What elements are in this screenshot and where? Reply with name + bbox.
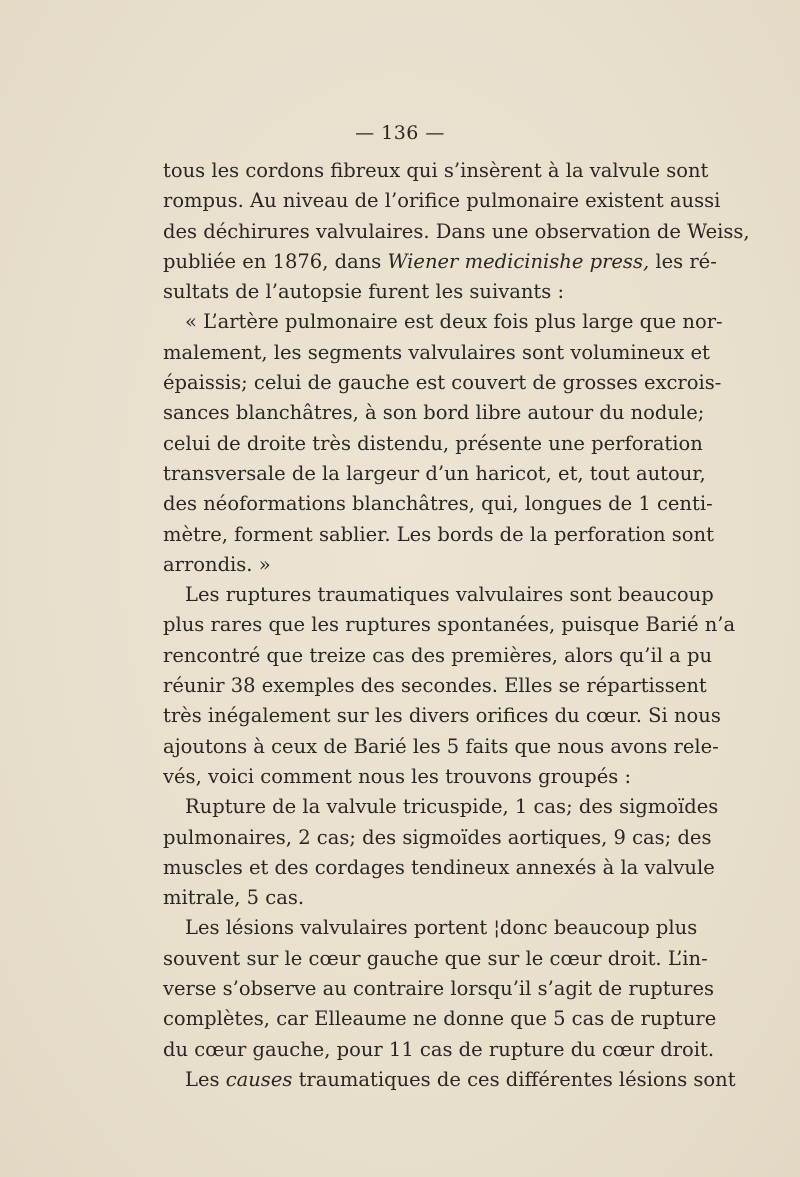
text-segment: tous les cordons fibreux qui s’insèrent à la valvule sont — [163, 159, 709, 182]
text-line — [163, 792, 719, 822]
text-line — [163, 338, 710, 368]
text-segment: traumatiques de ces différentes lésions sont — [292, 1067, 736, 1091]
text-segment: Rupture de la valvule tricuspide, 1 cas; des sigmoïdes — [185, 795, 719, 819]
text-line — [163, 398, 705, 428]
text-segment: verse s’observe au contraire lorsqu’il s’agit de ruptures — [163, 977, 715, 1001]
text-line — [163, 186, 721, 216]
text-segment: Les ruptures traumatiques valvulaires sont beaucoup — [185, 583, 714, 607]
text-line — [163, 701, 721, 731]
text-line — [163, 459, 706, 489]
text-segment: les ré- — [649, 249, 717, 273]
text-segment: ajoutons à ceux de Barié les 5 faits que nous avons rele- — [163, 734, 719, 758]
text-segment: épaissis; celui de gauche est couvert de grosses excrois- — [163, 371, 722, 395]
text-segment: arrondis. » — [163, 552, 271, 576]
text-segment: du cœur gauche, pour 11 cas de rupture du cœur droit. — [163, 1037, 715, 1061]
text-segment: « L’artère pulmonaire est deux fois plus large que nor- — [185, 310, 723, 334]
text-segment: très inégalement sur les divers orifices du cœur. Si nous — [163, 704, 721, 728]
text-line — [163, 1004, 717, 1034]
text-segment: mètre, forment sablier. Les bords de la perforation sont — [163, 522, 714, 546]
text-line — [163, 732, 719, 762]
italic-text: Wiener medicinishe press, — [387, 249, 650, 273]
text-segment: complètes, car Elleaume ne donne que 5 cas de rupture — [163, 1007, 717, 1031]
text-line — [163, 368, 722, 398]
text-line — [163, 823, 712, 853]
text-line — [163, 974, 715, 1004]
text-segment: mitrale, 5 cas. — [163, 886, 305, 910]
text-segment: rompus. Au niveau de l’orifice pulmonaire existent aussi — [163, 189, 721, 213]
text-line — [163, 913, 698, 943]
text-segment: des néoformations blanchâtres, qui, longues de 1 centi- — [163, 492, 713, 516]
text-line — [163, 762, 644, 792]
text-segment: plus rares que les ruptures spontanées, puisque Barié n’a — [163, 613, 736, 637]
text-line — [163, 217, 750, 247]
body-text — [163, 156, 750, 1095]
text-segment: celui de droite très distendu, présente une perforation — [163, 431, 703, 455]
text-line — [163, 489, 713, 519]
text-line — [163, 520, 714, 550]
text-segment: Les lésions valvulaires portent ¦donc beaucoup plus — [185, 916, 698, 940]
text-segment: des déchirures valvulaires. Dans une observation de Weiss, — [163, 219, 750, 243]
text-segment: Les — [185, 1067, 226, 1091]
text-line — [163, 883, 644, 913]
text-segment: sances blanchâtres, à son bord libre autour du nodule; — [163, 401, 705, 425]
text-segment: muscles et des cordages tendineux annexés à la valvule — [163, 855, 715, 879]
text-line — [163, 307, 723, 337]
text-segment: malement, les segments valvulaires sont volumineux et — [163, 340, 710, 364]
text-segment: pulmonaires, 2 cas; des sigmoïdes aortiques, 9 cas; des — [163, 825, 712, 849]
text-line — [163, 550, 644, 580]
text-line — [163, 610, 736, 640]
text-line — [163, 580, 714, 610]
text-line — [163, 277, 644, 307]
italic-text: causes — [225, 1067, 293, 1091]
text-segment: vés, voici comment nous les trouvons groupés : — [163, 764, 632, 788]
text-segment: publiée en 1876, dans — [163, 249, 388, 273]
text-line — [163, 1065, 736, 1095]
text-segment: réunir 38 exemples des secondes. Elles se répartissent — [163, 674, 707, 698]
page-number: — 136 — — [355, 122, 445, 144]
text-line — [163, 671, 707, 701]
text-segment: souvent sur le cœur gauche que sur le cœur droit. L’in- — [163, 946, 708, 970]
text-line — [163, 641, 713, 671]
text-segment: rencontré que treize cas des premières, alors qu’il a pu — [163, 643, 713, 667]
text-line — [163, 944, 708, 974]
text-line — [163, 1035, 715, 1065]
text-segment: sultats de l’autopsie furent les suivants : — [163, 280, 565, 304]
text-line — [163, 156, 709, 186]
text-line — [163, 429, 703, 459]
text-line — [163, 247, 717, 277]
text-segment: transversale de la largeur d’un haricot, et, tout autour, — [163, 461, 706, 485]
text-line — [163, 853, 715, 883]
